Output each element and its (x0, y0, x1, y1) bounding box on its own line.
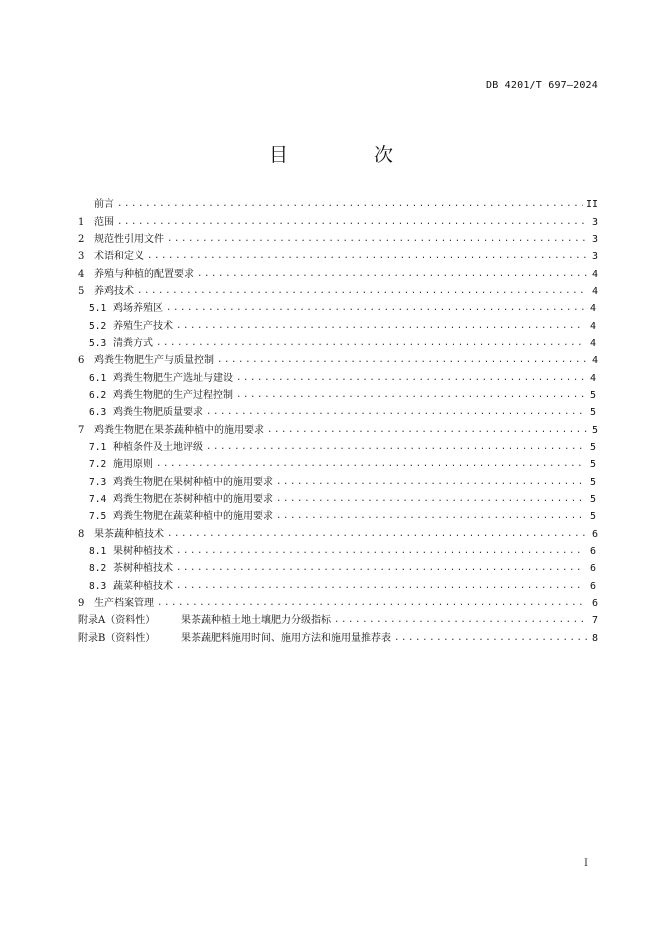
toc-title: 目 次 (268, 144, 434, 166)
toc-entry-number: 5.1 (89, 303, 107, 315)
toc-entry[interactable] (78, 196, 598, 213)
toc-leader-dots (334, 612, 587, 629)
toc-entry-page: II (585, 199, 598, 211)
toc-entry[interactable] (78, 508, 598, 525)
toc-entry[interactable] (78, 578, 598, 595)
toc-entry[interactable] (78, 265, 598, 282)
page-number: I (584, 858, 588, 869)
toc-entry-label: 鸡粪生物肥生产选址与建设 (113, 372, 233, 384)
toc-entry[interactable] (78, 317, 598, 334)
toc-entry-number: 7.5 (89, 511, 107, 523)
toc-entry-number: 5.2 (89, 320, 107, 332)
toc-entry-page: 6 (589, 546, 596, 558)
toc-entry-label: 生产档案管理 (94, 598, 154, 610)
toc-leader-dots (394, 630, 587, 647)
toc-entry-page: 5 (591, 424, 598, 436)
toc-entry-number: 7.4 (89, 494, 107, 506)
toc-entry-label: 养殖与种植的配置要求 (94, 268, 194, 280)
document-code: DB 4201/T 697—2024 (486, 80, 598, 91)
toc-entry[interactable] (78, 300, 598, 317)
toc-leader-dots (217, 352, 587, 369)
toc-entry-page: 4 (591, 285, 598, 297)
toc-entry-page: 4 (589, 303, 596, 315)
toc-entry-page: 5 (589, 407, 596, 419)
toc-entry-label: 前言 (94, 199, 114, 211)
toc-entry-label: 果树种植技术 (113, 546, 173, 558)
toc-entry-label: 蔬菜种植技术 (113, 580, 173, 592)
toc-entry-label: 鸡粪生物肥在茶树种植中的施用要求 (113, 494, 273, 506)
toc-entry-page: 4 (589, 372, 596, 384)
toc-entry-label: 茶树种植技术 (113, 563, 173, 575)
toc-leader-dots (176, 318, 585, 335)
toc-entry-number: 6 (78, 355, 85, 367)
toc-entry-number: 6.2 (89, 389, 107, 401)
toc-entry-label: 养鸡技术 (94, 285, 134, 297)
toc-leader-dots (156, 335, 585, 352)
toc-entry[interactable] (78, 439, 598, 456)
toc-entry-page: 6 (591, 528, 598, 540)
toc-entry[interactable] (78, 283, 598, 300)
toc-leader-dots (276, 508, 585, 525)
toc-entry-number: 2 (78, 233, 85, 245)
toc-leader-dots (117, 196, 583, 213)
toc-leader-dots (157, 595, 587, 612)
toc-leader-dots (156, 456, 585, 473)
toc-entry-number: 7.2 (89, 459, 107, 471)
toc-entry-number: 9 (78, 598, 85, 610)
toc-leader-dots (147, 248, 587, 265)
toc-entry-page: 5 (589, 441, 596, 453)
toc-entry-number: 8.2 (89, 563, 107, 575)
toc-leader-dots (117, 214, 587, 231)
toc-entry[interactable] (78, 352, 598, 369)
toc-entry-number: 1 (78, 216, 85, 228)
toc-entry-label: 鸡粪生物肥质量要求 (113, 407, 203, 419)
toc-entry[interactable] (78, 248, 598, 265)
toc-leader-dots (206, 439, 585, 456)
toc-entry-number: 6.3 (89, 407, 107, 419)
toc-leader-dots (176, 560, 585, 577)
toc-entry[interactable] (78, 213, 598, 230)
toc-leader-dots (176, 578, 585, 595)
toc-leader-dots (176, 543, 585, 560)
toc-entry-label: 养殖生产技术 (113, 320, 173, 332)
toc-leader-dots (167, 526, 587, 543)
toc-leader-dots (236, 387, 585, 404)
toc-entry[interactable] (78, 474, 598, 491)
toc-entry-label: 鸡粪生物肥在蔬菜种植中的施用要求 (113, 511, 273, 523)
toc-entry-page: 4 (591, 355, 598, 367)
toc-entry[interactable] (78, 560, 598, 577)
toc-entry-number: 8 (78, 528, 85, 540)
toc-entry-label: 果茶蔬种植土地土壤肥力分级指标 (181, 615, 331, 627)
toc-entry-page: 5 (589, 459, 596, 471)
toc-entry-label: 鸡场养殖区 (113, 303, 163, 315)
toc-entry-page: 6 (589, 563, 596, 575)
toc-entry-number: 附录B（资料性） (78, 632, 156, 644)
toc-entry[interactable] (78, 543, 598, 560)
toc-entry-number: 6.1 (89, 372, 107, 384)
toc-entry[interactable] (78, 630, 598, 647)
toc-entry-page: 6 (591, 598, 598, 610)
toc-entry-label: 施用原则 (113, 459, 153, 471)
toc-entry-label: 鸡粪生物肥在果茶蔬种植中的施用要求 (94, 424, 264, 436)
toc-entry-page: 5 (589, 511, 596, 523)
toc-entry[interactable] (78, 369, 598, 386)
toc-entry-label: 规范性引用文件 (94, 233, 164, 245)
toc-entry-number: 3 (78, 251, 85, 263)
toc-entry-page: 6 (589, 580, 596, 592)
toc-entry-number: 7.1 (89, 441, 107, 453)
toc-entry-label: 鸡粪生物肥在果树种植中的施用要求 (113, 476, 273, 488)
toc-leader-dots (276, 491, 585, 508)
toc-entry-label: 术语和定义 (94, 251, 144, 263)
toc-entry-page: 7 (591, 615, 598, 627)
toc-entry[interactable] (78, 387, 598, 404)
toc-entry[interactable] (78, 491, 598, 508)
toc-entry-number: 7.3 (89, 476, 107, 488)
toc-entry-page: 4 (591, 268, 598, 280)
toc-entry-number: 5.3 (89, 337, 107, 349)
toc-entry[interactable] (78, 526, 598, 543)
toc-leader-dots (276, 474, 585, 491)
toc-entry-page: 4 (589, 337, 596, 349)
toc-entry-number: 8.1 (89, 546, 107, 558)
toc-entry-label: 果茶蔬肥料施用时间、施用方法和施用量推荐表 (181, 632, 391, 644)
toc-leader-dots (236, 370, 585, 387)
toc-entry[interactable] (78, 404, 598, 421)
toc-entry-label: 范围 (94, 216, 114, 228)
toc-entry-label: 种植条件及土地评级 (113, 441, 203, 453)
toc-entry[interactable] (78, 231, 598, 248)
toc-entry-number: 7 (78, 424, 85, 436)
toc-entry-label: 果茶蔬种植技术 (94, 528, 164, 540)
toc-entry[interactable] (78, 595, 598, 612)
toc-leader-dots (167, 231, 587, 248)
table-of-contents (78, 196, 598, 647)
toc-entry-page: 3 (591, 251, 598, 263)
toc-entry-number: 4 (78, 268, 85, 280)
toc-entry-number: 5 (78, 285, 85, 297)
toc-leader-dots (137, 283, 587, 300)
toc-leader-dots (206, 404, 585, 421)
toc-entry-number: 附录A（资料性） (78, 615, 156, 627)
toc-entry-page: 5 (589, 476, 596, 488)
toc-leader-dots (197, 266, 587, 283)
toc-entry-page: 5 (589, 494, 596, 506)
toc-entry-page: 3 (591, 216, 598, 228)
toc-entry-page: 5 (589, 389, 596, 401)
toc-entry-label: 鸡粪生物肥生产与质量控制 (94, 355, 214, 367)
toc-entry-page: 3 (591, 233, 598, 245)
toc-entry[interactable] (78, 335, 598, 352)
toc-entry-page: 4 (589, 320, 596, 332)
toc-entry-page: 8 (591, 632, 598, 644)
toc-leader-dots (166, 300, 585, 317)
toc-entry[interactable] (78, 421, 598, 438)
toc-entry-label: 鸡粪生物肥的生产过程控制 (113, 389, 233, 401)
toc-entry-number: 8.3 (89, 580, 107, 592)
toc-entry[interactable] (78, 456, 598, 473)
toc-leader-dots (267, 422, 587, 439)
toc-entry[interactable] (78, 612, 598, 629)
toc-entry-label: 清粪方式 (113, 337, 153, 349)
